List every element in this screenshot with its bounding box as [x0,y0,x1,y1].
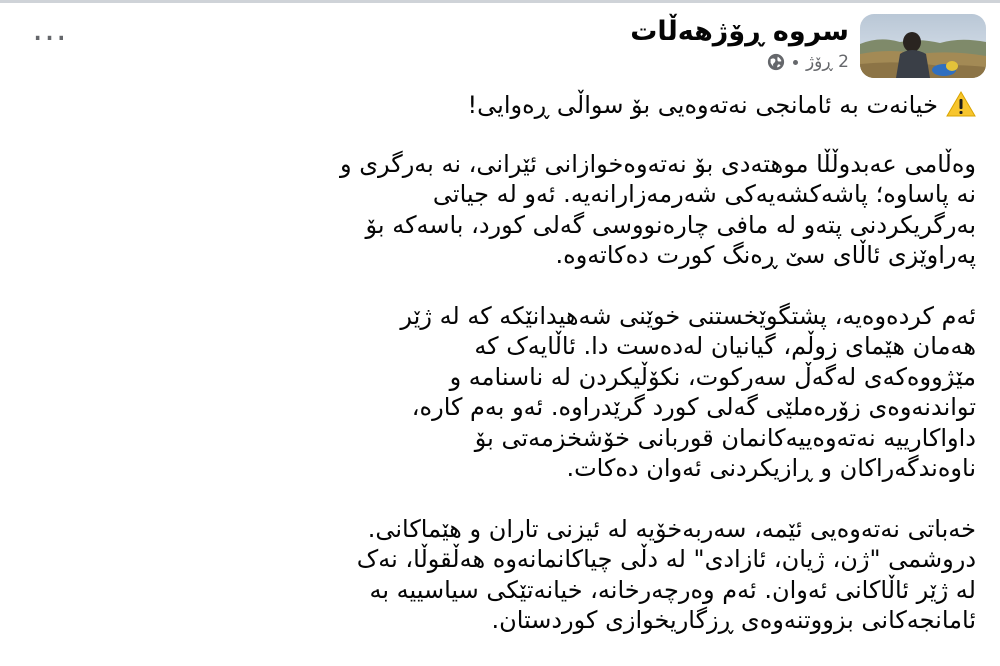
paragraph-3 [26,514,976,636]
avatar[interactable] [860,14,986,78]
text-line: پەراوێزی ئاڵای سێ ڕەنگ کورت دەکاتەوە. [555,241,976,269]
text-line: لە ژێر ئاڵاکانی ئەوان. ئەم وەرچەرخانە، خیانەتێکی سیاسییە بە [369,575,976,604]
headline-paragraph [26,90,976,121]
globe-icon[interactable] [767,53,785,71]
top-border [0,0,1000,3]
meta-separator [793,60,798,65]
text-line: هەمان هێمای زوڵم، گیانیان لەدەست دا. ئاڵایەک کە [474,332,976,360]
headline-line [26,90,976,121]
text-line: داواکارییە نەتەوەییەکانمان قوربانی خۆشخزمەتی بۆ [474,423,976,452]
text-line: مێژووەکەی لەگەڵ سەرکوت، نکۆڵیکردن لە ناسنامە و [449,362,976,391]
post-card [6,6,994,634]
post-time[interactable]: 2 ڕۆژ [805,52,849,72]
paragraph-1 [26,149,976,271]
text-line: وەڵامی عەبدوڵڵا موهتەدی بۆ نەتەوەخوازانی ئێرانی، نە بەرگری و [340,149,976,178]
more-horizontal-icon: ... [32,9,68,49]
headline-text: خیانەت بە ئامانجی نەتەوەیی بۆ سواڵی ڕەوایی! [467,91,938,119]
text-line: ئامانجەکانی بزووتنەوەی ڕزگاریخوازی کوردستان. [491,606,976,634]
paragraph-2 [26,301,976,484]
text-line: دروشمی "ژن، ژیان، ئازادی" لە دڵی چیاکانمانەوە هەڵقوڵا، نەک [356,545,976,573]
text-line: نە پاساوە؛ پاشەکشەیەکی شەرمەزارانەیە. ئەو لە جیاتی [432,180,976,208]
text-line: خەباتی نەتەوەیی ئێمە، سەربەخۆیە لە ئیزنی تاران و هێماکانی. [367,514,976,543]
text-line: بەرگریکردنی پتەو لە مافی چارەنووسی گەلی کورد، باسەکە بۆ [365,210,976,239]
post-header [6,6,994,90]
text-line: تواندنەوەی زۆرەملێی گەلی کورد گرێدراوە. ئەو بەم کارە، [411,393,976,421]
author-info [429,14,849,72]
avatar-photo [860,14,986,78]
post-body [26,90,976,666]
text-line: ناوەندگەراکان و ڕازیکردنی ئەوان دەکات. [566,454,976,482]
more-options-button[interactable] [22,9,78,50]
text-line: ئەم کردەوەیە، پشتگوێخستنی خوێنی شەهیدانێکە کە لە ژێر [400,301,976,330]
author-name[interactable]: سروە ڕۆژهەڵات [630,16,849,47]
warning-icon [946,91,976,117]
post-meta [429,52,849,72]
